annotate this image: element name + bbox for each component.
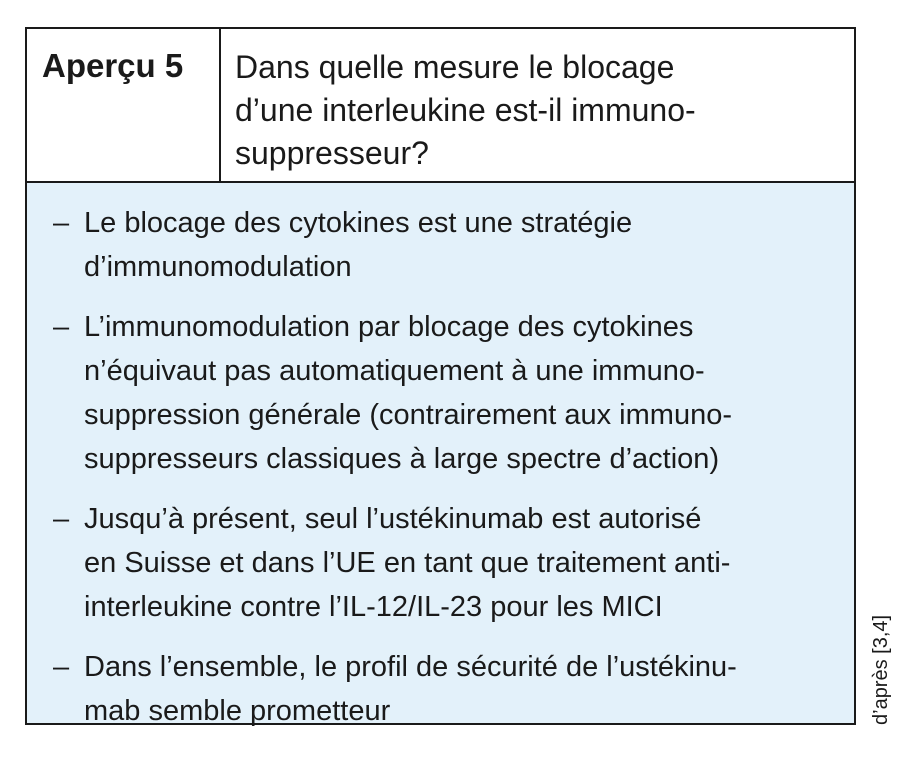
box-content (27, 183, 854, 727)
list-item-text: Le blocage des cytokines est une stratégie d’immunomodulation (84, 207, 633, 283)
box-label: Aperçu 5 (27, 29, 221, 181)
list-item-text: L’immunomodulation par blocage des cytokines n’équivaut pas automatiquement à une immuno- suppression générale (contrairement aux immuno- suppresseurs classiques à large spectre d’action) (84, 311, 732, 475)
list-item-text: Jusqu’à présent, seul l’ustékinumab est autorisé en Suisse et dans l’UE en tant que traitement anti- interleukine contre l’IL-12/IL-23 pour les MICI (84, 503, 731, 623)
dash-bullet: – (53, 503, 70, 535)
list-item (53, 201, 838, 289)
dash-bullet: – (53, 311, 70, 343)
box-title: Dans quelle mesure le blocage d’une interleukine est-il immuno- suppresseur? (235, 49, 696, 171)
source-note: d’après [3,4] (870, 614, 892, 725)
box-header (27, 29, 854, 183)
info-box (25, 27, 856, 725)
list-item (53, 497, 838, 629)
dash-bullet: – (53, 207, 70, 239)
dash-bullet: – (53, 651, 70, 683)
list-item (53, 305, 838, 481)
list-item-text: Dans l’ensemble, le profil de sécurité de l’ustékinu- mab semble prometteur (84, 651, 737, 727)
list-item (53, 645, 838, 733)
